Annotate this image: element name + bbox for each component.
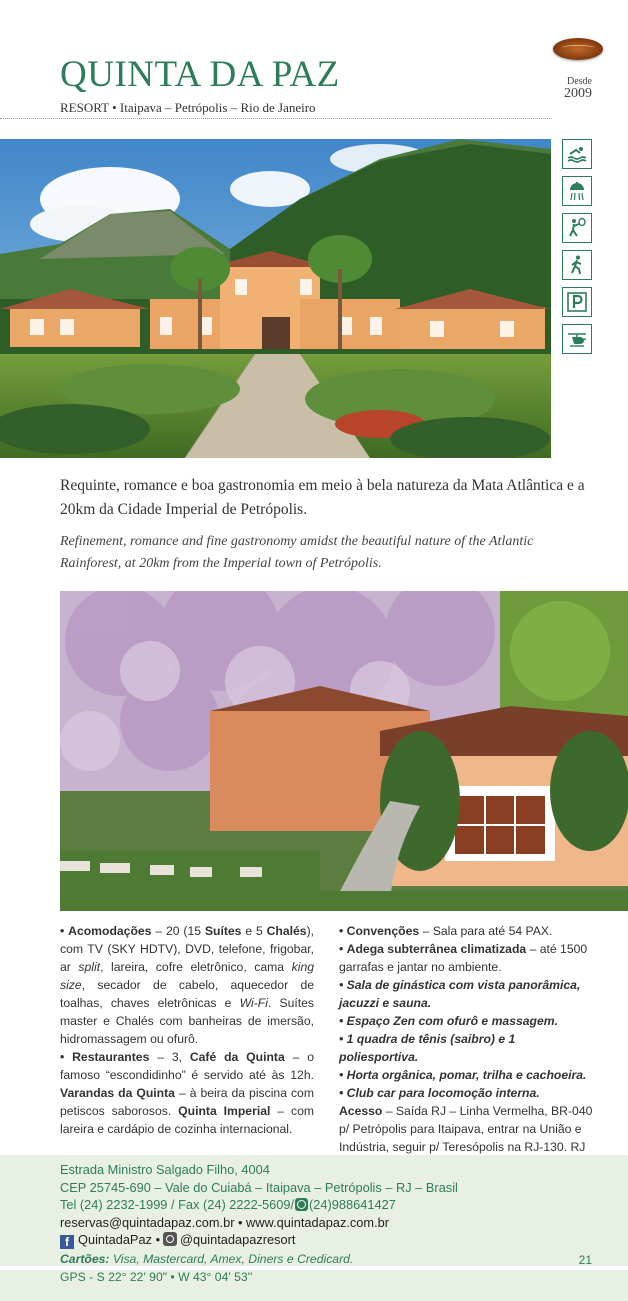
restaurants-bullet: • [60,1050,65,1064]
cep-line: CEP 25745-690 – Vale do Cuiabá – Itaipava – Petrópolis – RJ – Brasil [60,1179,458,1195]
whatsapp-icon [295,1198,308,1211]
wine-cellar-bullet: • [339,942,344,956]
wine-cellar-label: Adega subterrânea climatizada [346,942,527,956]
accommodations-text-6: . Suítes master e Chalés com banheiras de imersão, hidromassagem ou ofurô. [60,996,315,1046]
since-year: 2009 [564,86,592,101]
details-left-column [60,922,314,1138]
amenity-item: • Club car para locomoção interna. [339,1086,540,1100]
email-web-line[interactable]: reservas@quintadapaz.com.br • www.quintadapaz.com.br [60,1214,390,1230]
instagram-handle[interactable]: @quintadapazresort [180,1232,296,1247]
phone-fax-text: Tel (24) 2232-1999 / Fax (24) 2222-5609/ [60,1197,295,1212]
cards-label: Cartões: [60,1252,110,1266]
chalets-photo [60,591,628,911]
parking-icon [562,287,592,317]
phone-line [60,1196,396,1214]
gps-line: GPS - S 22° 22' 90" • W 43° 04' 53'' [60,1270,253,1284]
amenity-icons [562,139,592,361]
amenity-item: • 1 quadra de tênis (saibro) e 1 poliesportiva. [339,1032,516,1064]
page-subtitle: RESORT • Itaipava – Petrópolis – Rio de Janeiro [60,100,316,115]
varandas-da-quinta: Varandas da Quinta [60,1086,175,1100]
restaurants-text-2: – o famoso “escondidinho” é servido até às 12h. [60,1050,314,1082]
accommodations-text-5: , secador de cabelo, aquecedor de toalhas, chaves eletrônicas e [60,978,314,1010]
page-title: QUINTA DA PAZ [60,54,340,95]
wooden-plaque-logo [553,38,603,60]
header-divider [0,118,552,119]
wine-cellar-item [339,940,593,976]
facebook-handle[interactable]: QuintadaPaz [78,1232,152,1247]
amenity-item: • Horta orgânica, pomar, trilha e cachoeira. [339,1068,587,1082]
social-separator: • [155,1232,161,1247]
accommodations-text-2: e 5 [241,924,267,938]
access-label: Acesso [339,1104,383,1118]
chalets-label: Chalés [266,924,307,938]
resort-main-photo [0,139,551,458]
wifi-term: Wi-Fi [239,996,268,1010]
accommodations-item [60,922,314,1048]
cafe-da-quinta: Café da Quinta [189,1050,285,1064]
intro-portuguese: Requinte, romance e boa gastronomia em meio à bela natureza da Mata Atlântica e a 20km da Cidade Imperial de Petrópolis. [60,477,585,518]
restaurants-label: Restaurantes [72,1050,150,1064]
instagram-icon [163,1232,177,1246]
facebook-icon: f [60,1235,74,1249]
since-label: Desde [567,76,592,87]
social-line [60,1231,295,1249]
wine-cellar-text: – até 1500 garrafas e jantar no ambiente. [339,942,588,974]
sauna-shower-icon [562,176,592,206]
amenity-item: • Espaço Zen com ofurô e massagem. [339,1014,558,1028]
suites-label: Suítes [204,924,242,938]
access-text: – Saída RJ – Linha Vermelha, BR-040 p/ Petrópolis para Itaipava, entrar na União e Indústria, seguir p/ Teresópolis na RJ-130. RJ [339,1104,593,1154]
whatsapp-number[interactable]: (24)988641427 [309,1197,396,1212]
conventions-bullet: • [339,924,344,938]
tennis-icon [562,213,592,243]
conventions-label: Convenções [346,924,420,938]
page-number: 21 [578,1253,592,1267]
accommodations-text-4: , lareira, cofre eletrônico, cama [100,960,292,974]
accommodations-bullet: • [60,924,65,938]
conventions-item [339,922,593,940]
restaurants-item [60,1048,314,1138]
accommodations-text-3: ), com TV (SKY HDTV), DVD, telefone, frigobar, ar [60,924,315,974]
amenity-item: • Sala de ginástica com vista panorâmica, jacuzzi e sauna. [339,978,581,1010]
helipad-icon [562,324,592,354]
since-block [564,76,592,101]
accommodations-text-1: – 20 (15 [151,924,205,938]
intro-english: Refinement, romance and fine gastronomy amidst the beautiful nature of the Atlantic Rainforest, at 20km from the Imperial town of Petrópolis. [60,534,534,571]
conventions-text: – Sala para até 54 PAX. [419,924,553,938]
details-right-column [339,922,593,1174]
quinta-imperial: Quinta Imperial [178,1104,271,1118]
walking-trail-icon [562,250,592,280]
swimming-pool-icon [562,139,592,169]
restaurants-text-4: – com lareira e cardápio de cozinha internacional. [60,1104,315,1136]
cards-line [60,1251,353,1269]
cards-list: Visa, Mastercard, Amex, Diners e Credicard. [109,1252,354,1266]
address-line: Estrada Ministro Salgado Filho, 4004 [60,1162,270,1177]
restaurants-text-1: – 3, [149,1050,190,1064]
king-size-term: king size [60,960,314,992]
restaurants-text-3: – à beira da piscina com petiscos saborosos. [60,1086,314,1118]
split-term: split [78,960,101,974]
accommodations-label: Acomodações [68,924,152,938]
